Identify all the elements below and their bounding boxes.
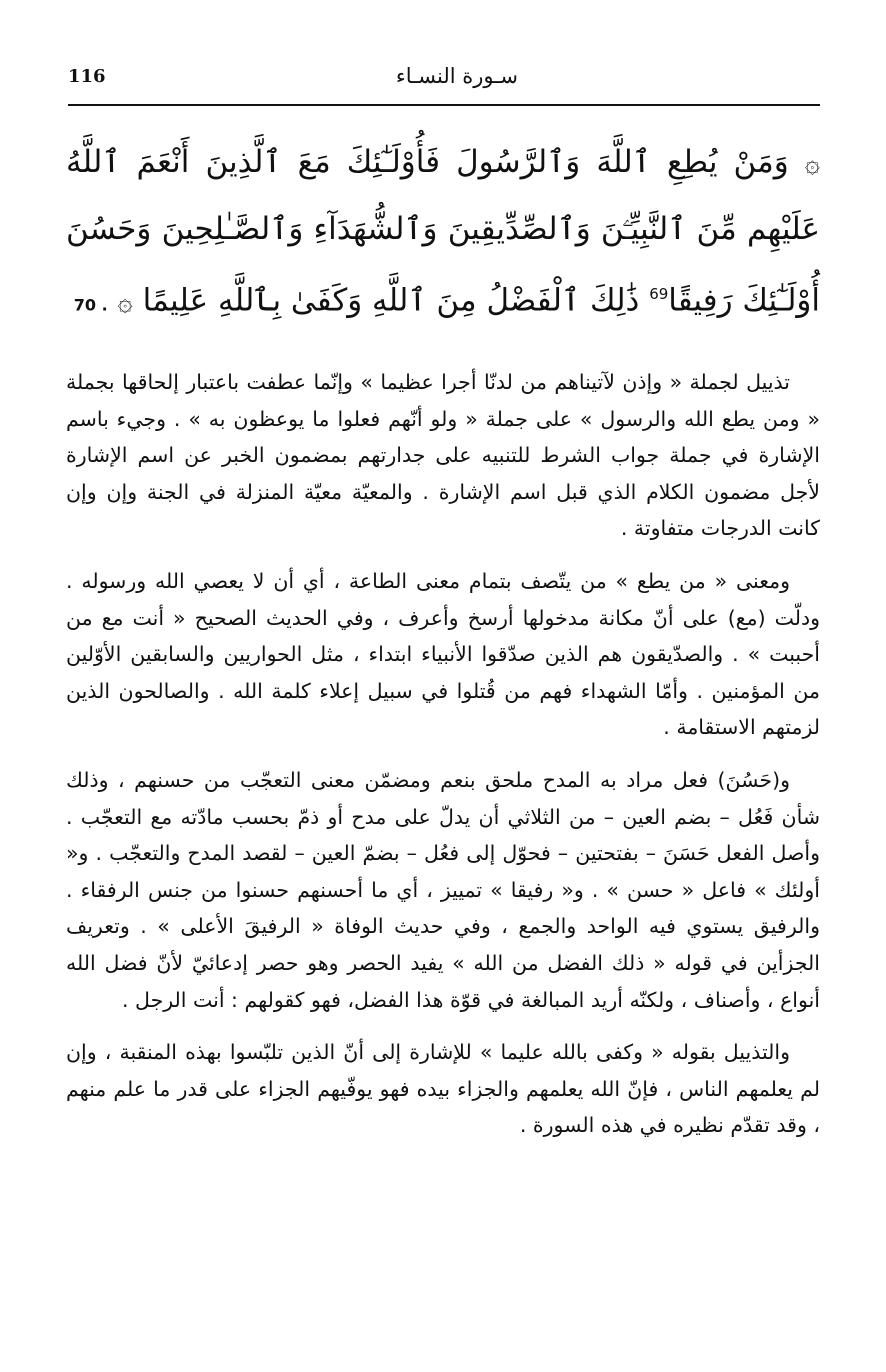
page-number: 116	[68, 66, 106, 87]
page-header	[68, 60, 818, 100]
verse-open-ornament: ۞	[804, 149, 820, 179]
verse-text-69: وَمَنْ يُطِعِ ٱللَّهَ وَٱلرَّسُولَ فَأُوْلَـٰٓئِكَ مَعَ ٱلَّذِينَ أَنْعَمَ ٱللَّهُ عَلَيْهِم مِّنَ ٱلنَّبِيِّـۧنَ وَٱلصِّدِّيقِينَ وَٱلشُّهَدَآءِ وَٱلصَّـٰلِحِينَ وَحَسُنَ أُوْلَـٰٓئِكَ رَفِيقًا	[66, 144, 820, 319]
header-divider	[68, 104, 820, 106]
commentary-paragraph: ومعنى « من يطع » من يتّصف بتمام معنى الطاعة ، أي أن لا يعصي الله ورسوله . ودلّت (مع) على أنّ مكانة مدخولها أرسخ وأعرف ، وفي الحديث الصحيح « أنت مع من أحببت » . والصدّيقون هم الذين صدّقوا الأنبياء ابتداء ، مثل الحواريين والسابقين الأوّلين من المؤمنين . وأمّا الشهداء فهم من قُتلوا في سبيل إعلاء كلمة الله . والصالحون الذين لزمتهم الاستقامة .	[66, 568, 820, 740]
verse-number-70: . 70	[73, 295, 108, 315]
commentary-paragraph: والتذييل بقوله « وكفى بالله عليما » للإشارة إلى أنّ الذين تلبّسوا بهذه المنقبة ، وإن لم يعلمهم الناس ، فإنّ الله يعلمهم والجزاء بيده فهو يوفّيهم الجزاء على قدر ما علم منهم ، وقد تقدّم نظيره في هذه السورة .	[66, 1040, 820, 1138]
surah-title: سـورة النسـاء	[395, 64, 518, 88]
commentary-paragraph: تذييل لجملة « وإذن لآتيناهم من لدنّا أجرا عظيما » وإنّما عطفت باعتبار إلحاقها بجملة « ومن يطع الله والرسول » على جملة « ولو أنّهم فعلوا ما يوعظون به » . وجيء باسم الإشارة في جملة جواب الشرط للتنبيه على جدارتهم بمضمون الخبر عن اسم الإشارة لأجل مضمون الكلام الذي قبل اسم الإشارة . والمعيّة معيّة المنزلة في الجنة وإن وإن كانت الدرجات متفاوتة .	[66, 370, 820, 541]
commentary	[66, 364, 820, 1160]
verse-close-ornament: ۞	[117, 287, 133, 318]
commentary-paragraph: و(حَسُنَ) فعل مراد به المدح ملحق بنعم ومضمّن معنى التعجّب من حسنهم ، وذلك شأن فَعُل – بضم العين – من الثلاثي أن يدلّ على مدح أو ذمّ بحسب مادّته مع التعجّب . وأصل الفعل حَسَنَ – بفتحتين – فحوّل إلى فعُل – بضمّ العين – لقصد المدح والتعجّب . و« أولئك » فاعل « حسن » . و« رفيقا » تمييز ، أي ما أحسنهم حسنوا من جنس الرفقاء . والرفيق يستوي فيه الواحد والجمع ، وفي حديث الوفاة « الرفيقَ الأعلى » . وتعريف الجزأين في قوله « ذلك الفضل من الله » يفيد الحصر وهو حصر إدعائيّ لأنّ فضل الله أنواع ، وأصناف ، ولكنّه أريد المبالغة في قوّة هذا الفضل، فهو كقولهم : أنت الرجل .	[66, 767, 820, 1012]
quran-verse	[66, 130, 820, 337]
verse-text-70: ذَٰلِكَ ٱلْفَضْلُ مِنَ ٱللَّهِ وَكَفَىٰ بِٱللَّهِ عَلِيمًا	[142, 282, 640, 319]
verse-number-69: 69	[649, 285, 669, 303]
